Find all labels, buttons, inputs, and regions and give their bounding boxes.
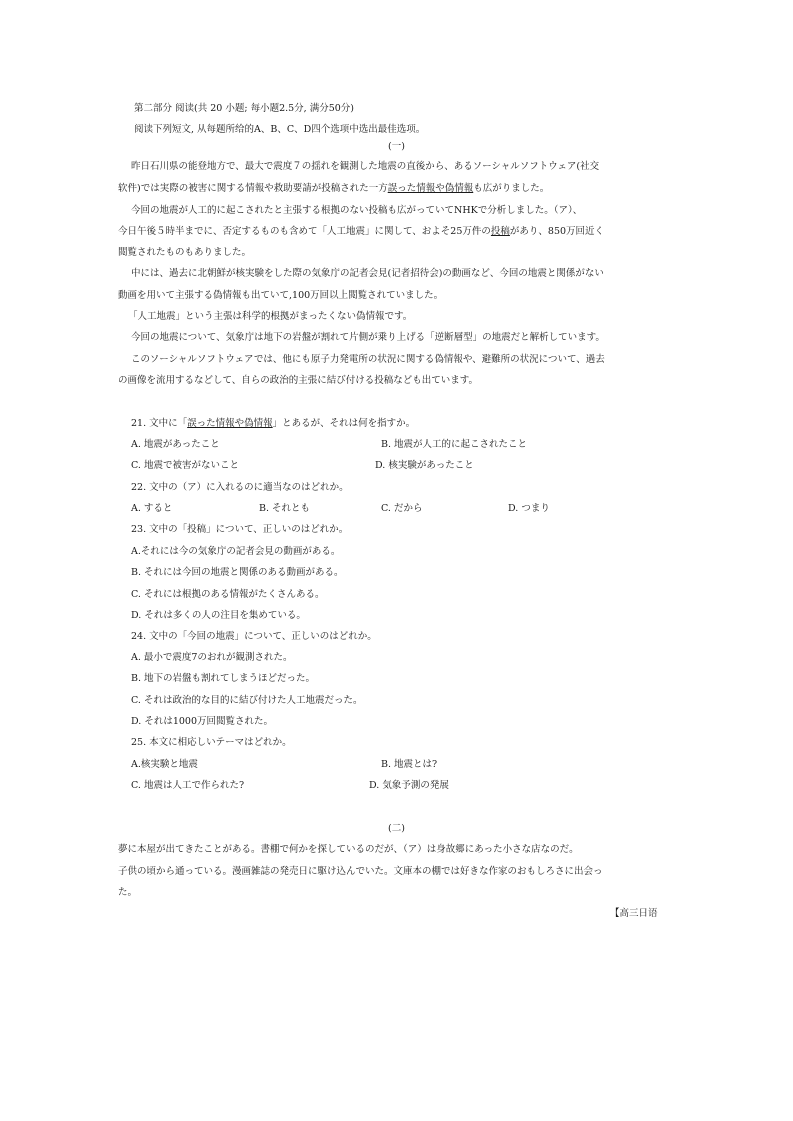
question-25-option-a: A.核実験と地震 [131,759,198,770]
question-24-option-d: D. それは1000万回閲覧された。 [131,716,273,727]
question-25-stem: 25. 本文に相応しいテーマはどれか。 [131,737,292,748]
question-25-option-b: B. 地震とは? [381,759,438,770]
passage1-p1-line1: 昨日石川県の能登地方で、最大で震度７の揺れを観測した地震の直後から、あるソーシャルソフトウェア(社交 [131,161,600,172]
question-24-stem: 24. 文中の「今回の地震」について、正しいのはどれか。 [131,631,377,642]
question-23-option-d: D. それは多くの人の注目を集めている。 [131,610,306,621]
question-24-option-a: A. 最小で震度7のおれが観測された。 [131,652,293,663]
passage1-p4-line1: 「人工地震」という主張は科学的根拠がまったくない偽情報です。 [128,311,413,322]
passage1-marker: (一) [388,141,405,152]
question-22-option-d: D. つまり [508,503,550,514]
question-22-option-c: C. だから [381,503,423,514]
question-21-option-a: A. 地震があったこと [131,439,220,450]
question-22-option-b: B. それとも [259,503,311,514]
underlined-phrase: 誤った情報や偽情報 [387,183,474,194]
passage1-p2-line2: 今日午後５時半までに、否定するものも含めて「人工地震」に関して、およそ25万件の投稿があり、850万回近く [118,226,605,237]
passage1-p1-line2: 软件)では実際の被害に関する情報や救助要請が投稿された一方誤った情報や偽情報も広がりました。 [118,183,550,194]
passage2-line2: 子供の頃から通っている。漫画雑誌の発売日に駆け込んでいた。文庫本の棚では好きな作家のおもしろさに出会っ [118,866,603,877]
passage1-p3-line2: 動画を用いて主張する偽情報も出ていて,100万回以上閲覧されていました。 [118,290,444,301]
question-24-option-c: C. それは政治的な目的に結び付けた人工地震だった。 [131,695,363,706]
question-23-option-c: C. それには根拠のある情報がたくさんある。 [131,589,325,600]
passage1-p2-line3: 閲覧されたものもありました。 [118,247,252,258]
passage2-line3: た。 [118,887,138,898]
passage2-marker: (二) [388,823,405,834]
question-21-option-c: C. 地震で被害がないこと [131,460,239,471]
question-21-stem: 21. 文中に「誤った情報や偽情報」とあるが、それは何を指すか。 [131,418,416,429]
question-24-option-b: B. 地下の岩盤も割れてしまうほどだった。 [131,673,316,684]
question-21-option-b: B. 地震が人工的に起こされたこと [381,439,528,450]
question-25-option-d: D. 気象予測の発展 [369,780,449,791]
question-22-option-a: A. すると [131,503,173,514]
passage1-p5-line1: 今回の地震について、気象庁は地下の岩盤が割れて片側が乗り上げる「逆断層型」の地震だと解析しています。 [131,332,605,343]
question-25-option-c: C. 地震は人工で作られた? [131,780,245,791]
passage1-p6-line1: このソーシャルソフトウェアでは、他にも原子力発電所の状況に関する偽情報や、避難所の状況について、過去 [131,354,605,365]
question-23-option-a: A.それには今の気象庁の記者会見の動画がある。 [131,546,341,557]
passage1-p2-line1: 今回の地震が人工的に起こされたと主張する根拠のない投稿も広がっていてNHKで分析しました。（ア）、 [131,205,583,216]
passage1-p3-line1: 中には、過去に北朝鮮が核実験をした際の気象庁の記者会見(记者招待会)の動画など、今回の地震と関係がない [131,268,604,279]
underlined-phrase: 誤った情報や偽情報 [187,418,273,429]
footer-tag: 【高三日语 [610,908,658,919]
section-instruction: 阅读下列短文, 从每题所给的A、B、C、D四个选项中选出最佳选项。 [134,124,426,135]
passage2-line1: 夢に本屋が出てきたことがある。書棚で何かを探しているのだが、（ア）は身故郷にあった小さな店なのだ。 [118,844,579,855]
underlined-word: 投稿 [490,226,510,237]
question-22-stem: 22. 文中の（ア）に入れるのに適当なのはどれか。 [131,482,349,493]
passage1-p6-line2: の画像を流用するなどして、自らの政治的主張に結び付ける投稿なども出ています。 [118,375,479,386]
section-header: 第二部分 阅读(共 20 小题; 每小题2.5分, 满分50分) [134,103,355,114]
question-23-stem: 23. 文中の「投稿」について、正しいのはどれか。 [131,524,349,535]
question-23-option-b: B. それには今回の地震と関係のある動画がある。 [131,567,344,578]
question-21-option-d: D. 核実験があったこと [375,460,474,471]
